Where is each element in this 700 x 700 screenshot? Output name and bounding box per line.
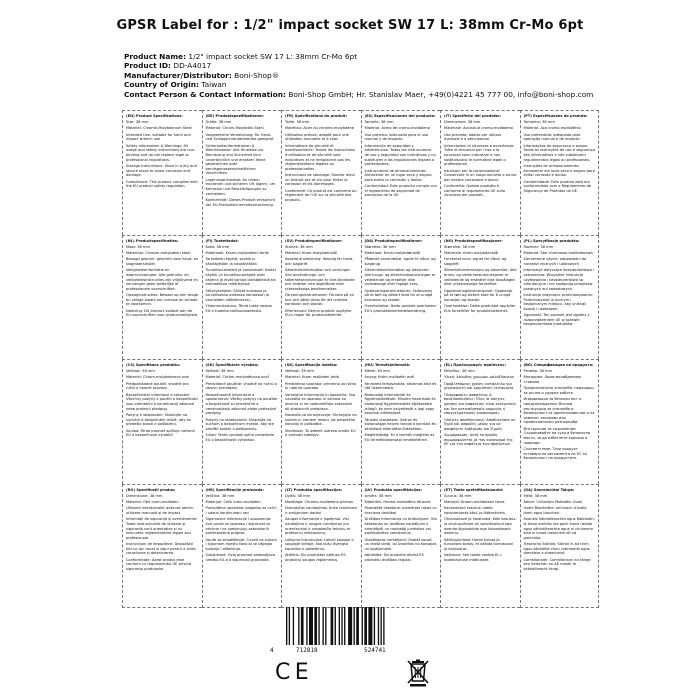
spec-cell-line: Materiale: Krom-molybdenstål xyxy=(444,250,499,255)
spec-cell-line: Instrukcje dotyczące przechowywania: Przechowywać w suchym i bezpiecznym miejscu, aby uniknąć korozji i uszkodzeń. xyxy=(523,293,593,311)
spec-cell-line: Opbevaringsinstruktioner: Opbevares på et tørt og sikkert sted for at undgå korrosion og skader. xyxy=(364,288,433,302)
spec-cell xyxy=(440,235,520,360)
spec-cell-line: Comhlíonadh: Comhlíonann an táirge seo rialachán an AE maidir le sábháilteacht táirgí. xyxy=(523,557,591,571)
spec-cell-line: Uso pretendido: adequado para operação manual e de impacto xyxy=(523,132,581,142)
spec-cell xyxy=(440,484,520,609)
spec-cell-line: Dimensione: 38 mm xyxy=(444,120,481,125)
spec-cell-line: Informații de siguranță și avertismente: Toate instrucțiunile de utilizare și siguranță sunt orientative și nu înlocuiesc reglementările legale sau profesionale. xyxy=(126,517,198,540)
spec-cell-line: Οδηγίες αποθήκευσης: Αποθηκεύστε σε ξηρό και ασφαλές μέρος για να αποφύγετε διάβρωση και ζημιές. xyxy=(444,417,516,431)
spec-cell-line: Bezpečnostné informácie a upozornenia: Všetky pokyny na použitie a bezpečnosť sú orientačné a nenahrádzajú zákonné alebo profesijné predpisy. xyxy=(205,392,278,416)
spec-cell-line: Intended Use: suitable for hand and impact wrench use xyxy=(126,132,191,142)
spec-cell-line: Tamanho: 38 mm xyxy=(523,120,555,125)
spec-cell xyxy=(520,359,600,484)
spec-cell-line: Säilitusjuhised: Hoida kuivas ja turvalises kohas, et vältida korrosiooni ja kahjustusi. xyxy=(444,537,514,551)
spec-cell-line: Suurus: 38 mm xyxy=(444,493,472,498)
product-id-row xyxy=(124,61,684,70)
barcode-lead-digit: 4 xyxy=(270,647,274,654)
spec-cell-line: Informacje dotyczące bezpieczeństwa i ostrzeżenia: Wszystkie instrukcje użytkowania i bezpieczeństwa są orientacyjne i nie zastępują przepisów prawnych ani zawodowych. xyxy=(523,268,594,291)
spec-cell-line: Overholdelse: Dette produkt overholder EU's produktsikkerhedsforordning. xyxy=(364,304,437,313)
product-name-label: Product Name: xyxy=(124,52,187,61)
spec-cell-heading: (PL) Specyfikacje produktu: xyxy=(523,238,580,243)
barcode-bar xyxy=(298,607,299,645)
spec-cell-line: Υλικό: Χάλυβας χρωμίου-μολυβδαινίου xyxy=(444,375,514,380)
spec-cell-heading: (LT) Produkto specifikacijos: xyxy=(285,487,343,492)
spec-cell-line: Konformität: Dieses Produkt entspricht der EU-Produktsicherheitsverordnung. xyxy=(205,197,276,207)
barcode-bar xyxy=(354,607,355,645)
spec-cell-line: Förvaringsinstruktioner: Förvara på en torr och säker plats för att undvika korrosion och skador. xyxy=(285,293,354,307)
contact-row xyxy=(124,90,684,99)
spec-cell-line: Materiāls: Hroma-molibdēna tērauds xyxy=(364,499,431,504)
spec-cell-line: Material: Oțel crom-molibden xyxy=(126,499,179,504)
spec-cell-line: Säilytysohjeet: Säilytä kuivassa ja turvallisessa paikassa korroosion ja vaurioiden välttämiseksi. xyxy=(205,288,270,302)
spec-cell xyxy=(361,359,441,484)
ce-mark-icon: C E xyxy=(275,660,309,685)
spec-cell-heading: (SK) Specifikacije izdelka: xyxy=(285,363,338,367)
spec-cell-line: Instruções de armazenamento: Armazenar em local seco e seguro para evitar corrosão e danos. xyxy=(523,164,595,178)
spec-cell xyxy=(361,484,441,609)
spec-cell-line: Sikkerhedsinformation og advarsler: Alle brugs- og sikkerhedsanvisninger er vejledende og erstatter ikke lovmæssige eller faglige krav. xyxy=(364,268,436,287)
spec-cell-heading: (SV) Produktspecifikationer: xyxy=(285,238,343,243)
spec-cell xyxy=(440,110,520,235)
spec-cell-heading: (EN) Product Specifications: xyxy=(126,114,183,118)
spec-cell-line: Materiál: Chrom-molybdenová ocel xyxy=(126,375,190,380)
spec-cell-heading: (BG) Спецификация на продукта: xyxy=(523,363,594,367)
spec-cell-line: Rozmiar: 38 mm xyxy=(523,244,554,249)
spec-cell-line: Sigurnosne informacije i upozorenja: Sve upute za uporabu i sigurnost su okvirne i ne zamjenjuju zakonske ili profesionalne propise. xyxy=(205,517,272,536)
barcode-bar xyxy=(381,607,382,645)
spec-cell-line: Conformidad: Este producto cumple con el reglamento de seguridad de productos de la UE. xyxy=(364,184,437,198)
spec-cell-line: Dydis: 38 mm xyxy=(285,493,311,498)
spec-cell-line: Velikost: 38 mm xyxy=(126,369,155,374)
spec-cell-line: Tárolási utasítások: Száraz és biztonságos helyen tárolja a korrózió és sérülések elkerülése érdekében. xyxy=(364,417,436,431)
spec-cell-heading: (EL) Προδιαγραφές προϊόντος: xyxy=(444,363,506,367)
product-id-label: Product ID: xyxy=(124,61,172,71)
spec-cell-heading: (SK) Špecifikácie výrobku: xyxy=(205,363,259,367)
barcode-bar xyxy=(341,607,342,645)
spec-cell-heading: (NO) Produktspesifikasjoner: xyxy=(444,238,503,243)
barcode-bar xyxy=(383,607,384,645)
spec-cell-heading: (NL) Productspecificaties: xyxy=(126,238,179,243)
spec-cell xyxy=(122,484,202,609)
spec-cell-line: Efterlevnad: Denna produkt uppfyller EU:s regler för produktsäkerhet. xyxy=(285,308,352,318)
barcode-bar xyxy=(286,607,287,645)
barcode-bar xyxy=(309,607,313,645)
barcode-bar xyxy=(293,607,294,645)
spec-cell-heading: (CS) Specifikace produktu: xyxy=(126,363,181,367)
spec-cell-line: Size: 38 mm xyxy=(126,120,149,125)
spec-cell-line: Súlad: Tento výrobok spĺňa nariadenie EÚ o bezpečnosti výrobkov. xyxy=(205,433,275,442)
spec-cell-line: Biztonsági információk és figyelmeztetések: Minden használati és biztonsági figyelmeztetés tájékoztató jellegű, és nem helyettesíti a jogi vagy szakmai előírásokat. xyxy=(364,392,436,416)
origin-row xyxy=(124,80,684,89)
spec-cell-line: Materiale: Acciaio al cromo-molibdeno xyxy=(444,126,513,131)
barcode-bar xyxy=(331,607,334,645)
spec-cell-line: Lagerungshinweise: An einem trockenen und sicheren Ort lagern, um Korrosion und Beschädigungen zu vermeiden. xyxy=(205,177,276,196)
barcode-bar xyxy=(322,607,323,645)
barcode-bar xyxy=(318,607,319,645)
spec-cell-line: Forventet bruk: egnet for hånd- og slagdrift xyxy=(444,257,507,266)
spec-cell-line: Zgodność: Ten produkt jest zgodny z rozporządzeniem UE w sprawie bezpieczeństwa produktów. xyxy=(523,313,590,327)
spec-cell-line: Material: Chrome-Molybdenum Steel xyxy=(126,126,192,131)
spec-cell xyxy=(440,359,520,484)
barcode-bar xyxy=(325,607,326,645)
barcode-bar xyxy=(374,607,375,645)
spec-cell xyxy=(202,359,282,484)
spec-cell-line: Größe: 38 mm xyxy=(205,120,232,125)
spec-cell-line: Medžiaga: Chromo-molibdeno plienas xyxy=(285,499,353,504)
spec-cell-line: Úsáid Beartaithe: oiriúnach d'úsáid lámh agus tionchair xyxy=(523,506,587,515)
spec-cell-line: Conformità: Questo prodotto è conforme al regolamento UE sulla sicurezza dei prodotti. xyxy=(444,184,505,198)
barcode-bar xyxy=(289,607,290,645)
product-name-value: 1/2" impact socket SW 17 L: 38mm Cr-Mo 6pt xyxy=(188,52,358,61)
spec-cell-heading: (PT) Especificações do produto: xyxy=(523,114,588,118)
spec-cell-line: Paredzētā lietošana: piemērots rokas un trieciena darbībai xyxy=(364,506,437,515)
spec-cell-line: Materiaal: Chroom-molybdeen staal xyxy=(126,250,191,255)
product-id-value: DD-A4017 xyxy=(173,61,212,71)
spec-cell-heading: (ES) Especificaciones del producto: xyxy=(364,114,436,118)
spec-cell-line: Taille: 38 mm xyxy=(285,120,310,125)
spec-cell-line: Izmērs: 38 mm xyxy=(364,493,392,498)
spec-cell-line: Informazioni di sicurezza e avvertenze: Tutte le istruzioni per l'uso e la sicurezza sono indicative e non sostituiscono le normative legali o professionali. xyxy=(444,143,515,167)
barcode-bars xyxy=(284,607,424,647)
spec-cell-line: Predvidena uporaba: primerno za ročno in udarno uporabo xyxy=(285,381,357,391)
spec-cell xyxy=(122,359,202,484)
spec-cell-line: Material: Aço cromo-molibdênio xyxy=(523,126,581,131)
spec-cell-line: Materjal: Kroom-molübdeen teras xyxy=(444,499,505,504)
spec-cell-line: Oppbevaringsinstruksjoner: Oppbevar på et tørt og sikkert sted for å unngå korrosjon og skader. xyxy=(444,288,513,302)
spec-cell-heading: (HU) Termékjellemzők: xyxy=(364,363,411,367)
spec-cell-line: Atitiktis: Šis produktas atitinka ES produktų saugos reglamentą. xyxy=(285,553,346,562)
spec-cell-line: Compliance: This product complies with the EU product safety regulation. xyxy=(126,179,198,189)
spec-cell-line: Kavandatud kasutus: sobib kasutamiseks käsi- ja löökrežiimis xyxy=(444,506,505,515)
spec-cell-line: Størrelse: 38 mm xyxy=(444,244,476,249)
origin-label: Country of Origin: xyxy=(124,80,199,90)
spec-cell-line: Размер: 38 mm xyxy=(523,369,553,374)
spec-cell-line: Informações de segurança e avisos: Todas as instruções de uso e segurança são informativas e não substituem regulamentos legais ou profissionais. xyxy=(523,143,595,162)
spec-cell-line: Istruzioni per la conservazione: Conservare in un luogo asciutto e sicuro per evitare corrosione e danni. xyxy=(444,168,517,182)
spec-cell-line: Πληροφορίες ασφαλείας & προειδοποιήσεις: Όλες οι οδηγίες χρήσης και ασφάλειας είναι ενδεικτικές και δεν αντικαθιστούν νομικούς ή επαγγελματικούς κανονισμούς. xyxy=(444,392,517,416)
barcode-bar xyxy=(368,607,372,645)
spec-cell-line: Материал: Хром-молибденова стомана xyxy=(523,375,581,385)
spec-cell-line: Ohutusteave ja hoiatused: Kõik kasutus- ja ohutusjuhised on soovituslikud ega asenda õigusaktide ega kutsealaseid eeskirju. xyxy=(444,517,517,536)
page-title: GPSR Label for : 1/2" impact socket SW 17 L: 38mm Cr-Mo 6pt xyxy=(116,18,584,33)
spec-cell-line: Veiligheidsinformatie en waarschuwingen: Alle gebruiks- en veiligheidsinstructies zijn vrijblijvend en vervangen geen wettelijke of professionele voorschriften. xyxy=(126,268,198,291)
spec-cell-line: Predviđena upotreba: pogodan za ručni i udarni kontinuirani rad xyxy=(205,506,277,515)
spec-cell-line: Säkerhetsinformation och varningar: Alla användnings- och säkerhetsanvisningar är icke-bindande och ersätter inte lagstiftade eller yrkesmässiga bestämmelser. xyxy=(285,268,355,291)
barcode-bar xyxy=(335,607,336,645)
product-info xyxy=(124,52,684,99)
spec-cell-heading: (IT) Specifiche del prodotto: xyxy=(444,114,502,118)
spec-cell xyxy=(202,110,282,235)
spec-cell-line: Materijal: Čelik krom-molibden xyxy=(205,499,261,504)
spec-cell-line: Предназначена употреба: подходящ за ръчна и ударна работа xyxy=(523,386,594,396)
spec-cell-line: Numatytas naudojimas: tinka rankiniam ir smūginiam darbui xyxy=(285,506,358,515)
spec-cell-line: Conformité: Ce produit est conforme au règlement de l'UE sur la sécurité des produits. xyxy=(285,188,357,202)
spec-cell-line: Méid: 38 mm xyxy=(523,493,548,498)
spec-cell xyxy=(520,110,600,235)
spec-cell-line: Bezpečnostní informace a varování: Všechny pokyny k použití a bezpečnosti jsou orientační a nenahrazují zákonné nebo profesní předpisy. xyxy=(126,392,198,411)
spec-cell-line: Materiale: Krom-molybdænstål xyxy=(364,250,421,255)
barcode-bar xyxy=(362,607,363,645)
spec-cell-line: Yhdenmukaisuus: Tämä tuote vastaa EU:n tuoteturvallisuusasetusta. xyxy=(205,304,272,313)
spec-cell-line: Sukladnost: Ovaj proizvod zadovoljava uredbu EU-a o sigurnosti proizvoda. xyxy=(205,553,275,562)
spec-cell-line: Material: Acero de cromo-molibdeno xyxy=(364,126,430,131)
spec-cell-line: Ábhar: Cróimiam-Molbdéin-Guail xyxy=(523,499,583,504)
spec-cell-line: Conformitate: Acest produs este conform cu regulamentul UE privind siguranța produselor. xyxy=(126,557,192,571)
spec-cell xyxy=(520,484,600,609)
spec-cell-line: Veľkosť: 38 mm xyxy=(205,369,234,374)
spec-cell-line: Opslaginstructies: Bewaar op een droge en veilige plaats om corrosie en schade te voorkomen. xyxy=(126,293,199,307)
spec-cell-line: Upute za skladištenje: Čuvati na suhom i sigurnom mjestu kako bi se izbjegla korozija i oštećenja. xyxy=(205,537,277,551)
spec-cell-heading: (FR) Spécifications du produit: xyxy=(285,114,348,118)
barcode-bar xyxy=(356,607,359,645)
spec-cell-line: Saugos informacija ir įspėjimai: Visi naudojimo ir saugos nurodymai yra orientaciniai ir nepakeičia teisinių ar profesinių reikalavimų. xyxy=(285,517,351,536)
ean-barcode xyxy=(270,607,430,655)
spec-cell-line: Pokyny k skladování: Skladujte na suchém a bezpečném místě, aby se předešlo korozi a poškození. xyxy=(126,413,191,427)
spec-cell-line: Størrelse: 38 mm xyxy=(364,244,396,249)
spec-cell-line: Treoracha Stórála: Stóráil in áit tirim agus sábháilte chun creimeadh agus damáiste a sheachaint. xyxy=(523,542,590,556)
spec-cell-line: Προβλεπόμενη χρήση: κατάλληλο για χειροκίνητη και κρουστική λειτουργία xyxy=(444,381,514,391)
spec-cell-line: Instructions de stockage: Stocker dans un endroit sec et sûr pour éviter la corrosion et les dommages. xyxy=(285,173,355,187)
spec-cell-line: Storage Instructions: Store in a dry and secure place to avoid corrosion and damage. xyxy=(126,164,197,178)
spec-cell xyxy=(202,484,282,609)
spec-cell-heading: (DE) Produktspezifikationen: xyxy=(205,114,264,118)
spec-cell-line: Инструкции за съхранение: Съхранявайте на сухо и безопасно място, за да избегнете корозия и повреди. xyxy=(523,426,591,445)
spec-cell-line: Utilizare intenționată: adecvat pentru utilizare manuală și de impact xyxy=(126,506,194,515)
spec-cell-line: Съответствие: Този продукт отговаря на регламента на ЕС за безопасност на продуктите. xyxy=(523,446,587,461)
spec-cell-line: Zamierzone użycie: odpowiedni do narzędzi ręcznych i udarowych xyxy=(523,257,587,266)
specification-grid xyxy=(122,110,599,608)
spec-cell-line: Skladnost: Ta izdelek ustreza uredbi EU o varnosti izdelkov. xyxy=(285,428,356,438)
spec-cell-line: Materiał: Stal chromowo-molibdenowa xyxy=(523,250,593,255)
spec-cell-line: Předpokládané použití: vhodné pro ruční a rázové provozy xyxy=(126,381,189,391)
spec-cell-heading: (DA) Produktspecifikationer: xyxy=(364,238,423,243)
spec-cell-line: Vastavus: See toode vastab EL-i tooteohutuse määrusele. xyxy=(444,553,502,562)
spec-cell-line: Dimensiune: 38 mm xyxy=(126,493,163,498)
spec-cell-line: Συμμόρφωση: Αυτό το προϊόν συμμορφώνεται με τον κανονισμό της ΕΕ για την ασφάλεια των προϊόντων. xyxy=(444,433,513,447)
contact-label: Contact Person & Contact Information: xyxy=(124,89,286,99)
spec-cell-line: Påtænkt anvendelse: egnet til hånd- og slagbrug xyxy=(364,257,436,266)
spec-cell-line: Méret: 38 mm xyxy=(364,369,390,374)
spec-cell xyxy=(281,110,361,235)
spec-cell-heading: (LV) Produkta specifikācijas: xyxy=(364,487,422,492)
spec-cell-line: Avsedd användning: lämplig för hand- och slagdrift xyxy=(285,257,354,266)
spec-cell xyxy=(361,235,441,360)
manufacturer-value: Boni-Shop® xyxy=(234,70,280,80)
spec-cell-line: Materiál: Chróm-molybdénová oceľ xyxy=(205,375,269,380)
spec-cell-line: Informations de sécurité et avertissements: Toutes les instructions d'utilisation et de sécurité sont indicatives et ne remplacent pas les réglementations légales ou professionnelles. xyxy=(285,143,355,171)
spec-cell-line: Overholdelse: Dette produktet oppfyller EUs forskrifter for produktsikkerhet. xyxy=(444,304,516,313)
spec-cell xyxy=(281,359,361,484)
barcode-bar xyxy=(339,607,340,645)
spec-cell-line: Pokyny na skladovanie: Skladujte na suchom a bezpečnom mieste, aby ste predišli korózii a poškodeniu. xyxy=(205,417,274,431)
spec-cell-heading: (ET) Toote spetsifikatsioonid: xyxy=(444,487,504,492)
spec-cell-line: Predvídané použitie: vhodné na ručnú a rázovú prevádzku xyxy=(205,381,278,391)
spec-cell xyxy=(122,235,202,360)
spec-cell-line: Tamaño: 38 mm xyxy=(364,120,394,125)
spec-cell-line: Laikymo instrukcijos: Laikyti sausoje ir saugioje vietoje, kad būtų išvengta korozijos ir pažeidimų. xyxy=(285,537,354,551)
manufacturer-row xyxy=(124,71,684,80)
barcode-bar xyxy=(344,607,345,645)
spec-cell-line: Navodila za shranjevanje: Shranjujte na suhem in varnem mestu, da preprečite korozijo in poškodbe. xyxy=(285,413,357,427)
spec-cell-line: Koko: 38 mm xyxy=(205,244,230,249)
spec-cell-line: Instrucțiuni de depozitare: Depozitați într-un loc uscat și sigur pentru a evita coroziunea și deteriorarea. xyxy=(126,542,196,556)
spec-cell-line: Uso previsto: adatto per utilizzo manuale e a percussione xyxy=(444,132,502,142)
spec-cell-line: Instrucciones de almacenamiento: Almacenar en un lugar seco y seguro para evitar la corrosión y daños. xyxy=(364,168,432,182)
spec-cell-line: Uso previsto: adecuado para el uso manual y de impacto xyxy=(364,132,428,142)
spec-cell-line: Информация за безопасност и предупреждения: Всички инструкции за употреба и безопасност са ориентировъчни и не заменят законови или професионални разпоредби. xyxy=(523,397,595,425)
spec-cell xyxy=(281,235,361,360)
spec-cell-line: Atbilstība: Šis produkts atbilst ES produktu drošības regulai. xyxy=(364,553,424,562)
spec-cell-line: Material: Krom-molybdenstål xyxy=(285,250,338,255)
spec-cell-line: Storlek: 38 mm xyxy=(285,244,313,249)
spec-cell-heading: (RO) Specificații produs: xyxy=(126,487,176,492)
barcode-group-right: 524741 xyxy=(364,647,386,654)
spec-cell-line: Material: Chrom-Molybdän-Stahl xyxy=(205,126,264,131)
spec-cell-line: Soulad: Tento produkt splňuje nařízení EU o bezpečnosti výrobků. xyxy=(126,428,195,438)
spec-cell xyxy=(281,484,361,609)
spec-cell-line: Veličina: 38 mm xyxy=(205,493,235,498)
spec-cell-line: Faisnéis Sábháilteachta agus Rabhaidh: Is treoir amháin iad gach treoir úsáide agus sábháilteachta agus ní chuireann siad in ionad rialacháin dlí ná gairmiúla. xyxy=(523,517,595,540)
spec-cell xyxy=(520,235,600,360)
spec-cell-line: Glabāšanas norādījumi: Glabāt sausā un drošā vietā, lai izvairītos no korozijas un bojājumiem. xyxy=(364,537,437,551)
spec-cell-line: Megfelelőség: Ez a termék megfelel az EU termékbiztonsági rendeletének. xyxy=(364,433,435,442)
spec-cell-line: Beoogd gebruik: geschikt voor hand- en slagmoersleutel xyxy=(126,257,199,266)
barcode-bar xyxy=(301,607,304,645)
spec-cell-line: Matériau: Acier au chrome-molybdène xyxy=(285,126,355,131)
spec-cell-line: Material: Krom-molibden jeklo xyxy=(285,375,340,380)
barcode-group-left: 712818 xyxy=(296,647,318,654)
barcode-bar xyxy=(348,607,352,645)
barcode-bar xyxy=(364,607,367,645)
spec-cell xyxy=(122,110,202,235)
spec-cell-line: Safety Information & Warnings: All usage and safety instructions are non-binding and do not replace legal or professional regulations. xyxy=(126,143,196,162)
contact-value: Boni-Shop GmbH; Hr. Stanislav Maer, +49(0)4221 45 777 00, info@boni-shop.com xyxy=(288,89,594,99)
spec-cell xyxy=(202,235,282,360)
spec-cell-line: Sicherheitsinformationen & Warnhinweise: Alle Hinweise zur Benutzung und Sicherheit sind unverbindlich und ersetzen keine gesetzlichen oder berufsgenossenschaftlichen Vorschriften. xyxy=(205,143,266,176)
spec-cell-line: Varnostne informacije in opozorila: Vsa navodila za uporabo in varnost so okvirna in ne nadomeščajo zakonskih ali strokovnih predpisov. xyxy=(285,392,356,411)
origin-value: Taiwan xyxy=(201,80,227,90)
spec-cell-line: Utilisation prévue: adapté pour une utilisation manuelle et à choc xyxy=(285,132,349,142)
spec-cell-line: Materiaali: Kromi-molybdeeni teräs xyxy=(205,250,269,255)
spec-cell-line: Drošības informācija un brīdinājumi: Visi lietošanas un drošības norādījumi ir orientējoši un neaizstāj juridiskos vai profesionālos noteikumus. xyxy=(364,517,437,536)
spec-cell-line: Vorgesehene Verwendung: für Hand- und Schlagschrauberbetrieb geeignet xyxy=(205,132,274,142)
barcode-bar xyxy=(306,607,307,645)
spec-cell-line: Sikkerhetsinformasjon og advarsler: Alle bruks- og sikkerhetsinstruksjoner er veiledende og erstatter ikke lovpålagte eller yrkesmessige forskrifter. xyxy=(444,268,517,287)
spec-cell-line: Naleving: Dit product voldoet aan de EU-voorschriften voor productveiligheid. xyxy=(126,308,199,318)
spec-cell-heading: (GA) Sonraíochtaí Táirge: xyxy=(523,487,575,492)
spec-cell-line: Μέγεθος: 38 mm xyxy=(444,369,475,374)
spec-cell-line: Maat: 38 mm xyxy=(126,244,150,249)
spec-cell-line: Turvallisuustiedot ja varoitukset: Kaikki käyttö- ja turvallisuusohjeet ovat ohjeina ja eivät korvaa lakisääteisiä tai ammatillisia määräyksiä. xyxy=(205,268,276,287)
spec-cell-line: Tarkoitettu käyttö: soveltuu käsikäyttöön ja iskukäyttöön xyxy=(205,257,257,266)
spec-cell-line: Conformidade: Este produto está em conformidade com o Regulamento de Segurança de Produtos da UE. xyxy=(523,179,592,193)
barcode-bar xyxy=(378,607,379,645)
spec-cell-line: Velikost: 38 mm xyxy=(285,369,314,374)
product-name-row xyxy=(124,52,684,61)
spec-cell xyxy=(361,110,441,235)
spec-cell-heading: (HR) Specifikacije proizvoda: xyxy=(205,487,264,492)
spec-cell-line: Información de seguridad y advertencias: Todas las instrucciones de uso y seguridad son indicativas y no sustituyen a las regulaciones legales o profesionales. xyxy=(364,143,436,167)
spec-cell-line: Tervezett felhasználás: alkalmas kézi és ütő üzemmódra xyxy=(364,381,437,391)
spec-cell-heading: (FI) Tuotetiedot: xyxy=(205,238,239,243)
weee-crossed-bin-icon xyxy=(406,659,430,687)
spec-cell-line: Anyag: Króm-molibdén acél xyxy=(364,375,415,380)
manufacturer-label: Manufacturer/Distributor: xyxy=(124,70,232,80)
barcode-bar xyxy=(314,607,317,645)
